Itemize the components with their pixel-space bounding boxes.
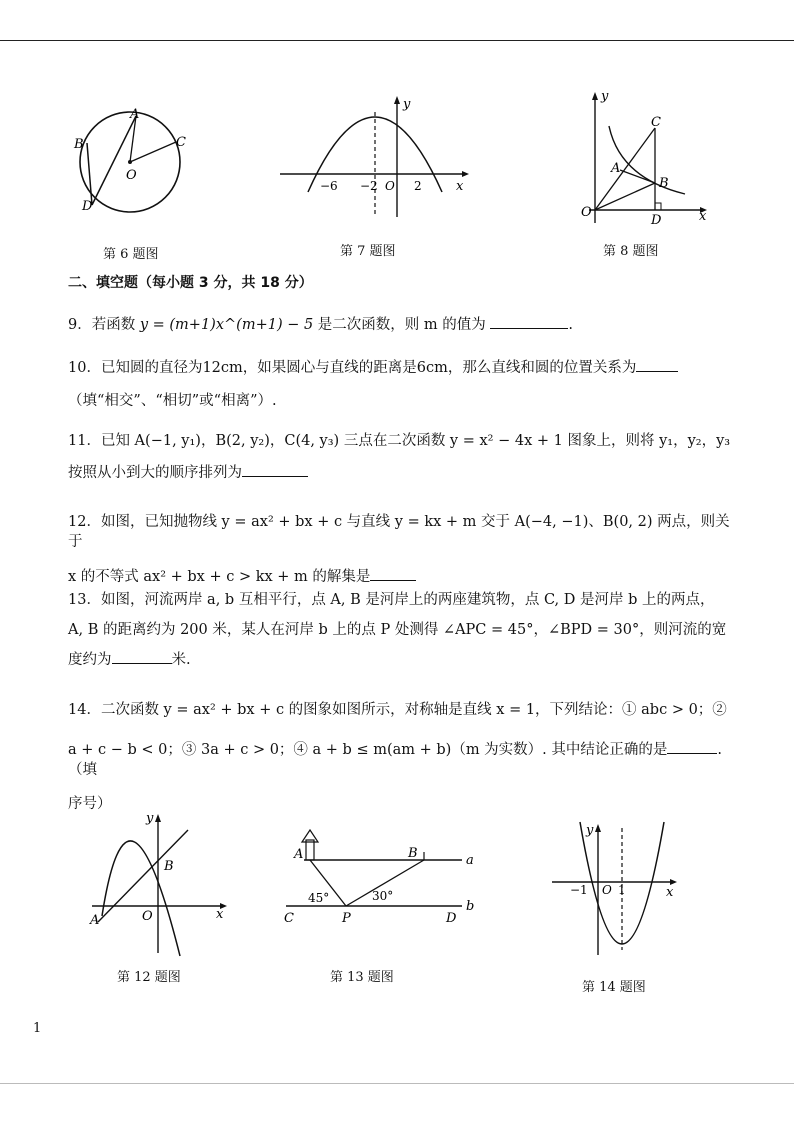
radius-oc bbox=[130, 142, 176, 162]
angle-30: 30° bbox=[372, 889, 394, 903]
y-axis-arrow bbox=[155, 814, 161, 822]
label-o: O bbox=[126, 168, 137, 183]
label-bank-a: a bbox=[466, 853, 474, 868]
q9-text-a: 若函数 bbox=[91, 317, 140, 333]
label-y: y bbox=[586, 823, 594, 838]
y-axis-arrow bbox=[394, 96, 400, 104]
q14-answer-blank[interactable] bbox=[667, 739, 717, 754]
building-a-body bbox=[306, 840, 314, 860]
question-14 bbox=[68, 700, 738, 814]
figure-12-graph bbox=[88, 808, 238, 958]
label-a: A bbox=[90, 913, 100, 928]
figure-8-geometry bbox=[575, 88, 715, 228]
label-c: C bbox=[284, 911, 294, 926]
q9-end: . bbox=[568, 317, 573, 333]
line-ob bbox=[595, 183, 655, 210]
label-b: B bbox=[659, 176, 669, 191]
caption-fig7: 第 7 题图 bbox=[340, 244, 396, 259]
q13-answer-blank[interactable] bbox=[112, 649, 172, 664]
label-x: x bbox=[216, 907, 224, 922]
caption-fig14: 第 14 题图 bbox=[582, 980, 646, 995]
caption-fig6: 第 6 题图 bbox=[103, 247, 159, 262]
label-b: B bbox=[164, 859, 174, 874]
x-axis-arrow bbox=[462, 171, 469, 177]
tick-neg1: −1 bbox=[570, 883, 588, 897]
q9-formula: y = (m+1)x^(m+1) − 5 bbox=[139, 317, 314, 333]
caption-fig8: 第 8 题图 bbox=[603, 244, 659, 259]
q13-line3a: 度约为 bbox=[68, 652, 112, 668]
q14-line2b: .（填 bbox=[68, 742, 723, 778]
q13-line2: A, B 的距离约为 200 米，某人在河岸 b 上的点 P 处测得 ∠APC = 45°，∠BPD = 30°，则河流的宽 bbox=[68, 622, 727, 638]
q10-line1: 10．已知圆的直径为12cm，如果圆心与直线的距离是6cm，那么直线和圆的位置关系为 bbox=[68, 360, 637, 376]
q11-answer-blank[interactable] bbox=[242, 462, 308, 477]
label-c: C bbox=[651, 115, 661, 130]
caption-fig13: 第 13 题图 bbox=[330, 970, 394, 985]
q11-line1: 11．已知 A(−1, y₁)，B(2, y₂)，C(4, y₃) 三点在二次函数 y = x² − 4x + 1 图象上，则将 y₁，y₂，y₃ bbox=[68, 433, 731, 449]
tick-1: 1 bbox=[618, 883, 626, 897]
q14-line3: 序号） bbox=[68, 796, 112, 812]
hyperbola-curve bbox=[609, 126, 685, 194]
tick-2: 2 bbox=[414, 179, 422, 193]
q12-answer-blank[interactable] bbox=[370, 566, 416, 581]
center-dot bbox=[128, 160, 132, 164]
q11-line2: 按照从小到大的顺序排列为 bbox=[68, 465, 242, 481]
q12-line2: x 的不等式 ax² + bx + c > kx + m 的解集是 bbox=[68, 569, 371, 585]
y-axis-arrow bbox=[595, 824, 601, 832]
label-a: A bbox=[130, 107, 140, 122]
label-p: P bbox=[342, 911, 351, 926]
label-bank-b: b bbox=[466, 899, 475, 914]
label-b: B bbox=[408, 846, 418, 861]
origin-label: O bbox=[385, 179, 395, 193]
caption-fig12: 第 12 题图 bbox=[117, 970, 181, 985]
chord-bd bbox=[87, 143, 92, 205]
label-y: y bbox=[403, 97, 411, 112]
label-x: x bbox=[456, 179, 464, 194]
q9-text-b: 是二次函数，则 m 的值为 bbox=[313, 317, 486, 333]
q14-line1: 14．二次函数 y = ax² + bx + c 的图象如图所示，对称轴是直线 x = 1，下列结论：① abc > 0；② bbox=[68, 702, 727, 718]
label-y: y bbox=[601, 89, 609, 104]
q10-line2: （填“相交”、“相切”或“相离”）. bbox=[68, 393, 277, 409]
label-d: D bbox=[82, 199, 93, 214]
q13-line3b: 米. bbox=[171, 652, 191, 668]
line-oc bbox=[595, 128, 655, 210]
q9-answer-blank[interactable] bbox=[490, 314, 568, 329]
label-o: O bbox=[142, 909, 153, 924]
question-10 bbox=[68, 357, 738, 411]
origin-label: O bbox=[602, 883, 612, 897]
label-a: A bbox=[611, 161, 621, 176]
label-d: D bbox=[446, 911, 457, 926]
q14-line2a: a + c − b < 0；③ 3a + c > 0；④ a + b ≤ m(am + b)（m 为实数）. 其中结论正确的是 bbox=[68, 742, 668, 758]
figure-13-river bbox=[282, 826, 482, 926]
q9-number: 9． bbox=[68, 317, 92, 333]
figure-14-parabola bbox=[548, 820, 688, 960]
label-d: D bbox=[651, 213, 662, 228]
label-b: B bbox=[74, 137, 84, 152]
question-9 bbox=[68, 314, 738, 335]
section-heading: 二、填空题（每小题 3 分，共 18 分） bbox=[68, 275, 313, 291]
label-c: C bbox=[176, 135, 186, 150]
figure-7-parabola bbox=[272, 92, 472, 224]
label-o: O bbox=[581, 205, 592, 220]
label-x: x bbox=[699, 209, 707, 224]
page-number: 1 bbox=[33, 1021, 42, 1036]
q12-line1: 12．如图，已知抛物线 y = ax² + bx + c 与直线 y = kx + m 交于 A(−4, −1)、B(0, 2) 两点，则关于 bbox=[68, 514, 730, 550]
label-y: y bbox=[146, 811, 154, 826]
tick-neg2: −2 bbox=[360, 179, 378, 193]
q13-line1: 13．如图，河流两岸 a, b 互相平行，点 A, B 是河岸上的两座建筑物，点 C, D 是河岸 b 上的两点， bbox=[68, 592, 715, 608]
top-border bbox=[0, 40, 794, 41]
tick-neg6: −6 bbox=[320, 179, 338, 193]
right-angle-mark bbox=[655, 203, 661, 210]
angle-45: 45° bbox=[308, 891, 330, 905]
y-axis-arrow bbox=[592, 92, 598, 100]
bottom-border bbox=[0, 1083, 794, 1084]
label-x: x bbox=[666, 885, 674, 900]
label-a: A bbox=[294, 847, 304, 862]
question-12 bbox=[68, 512, 738, 587]
question-11 bbox=[68, 431, 738, 483]
question-13 bbox=[68, 590, 738, 670]
q10-answer-blank[interactable] bbox=[636, 357, 678, 372]
figure-6-circle bbox=[70, 100, 200, 220]
